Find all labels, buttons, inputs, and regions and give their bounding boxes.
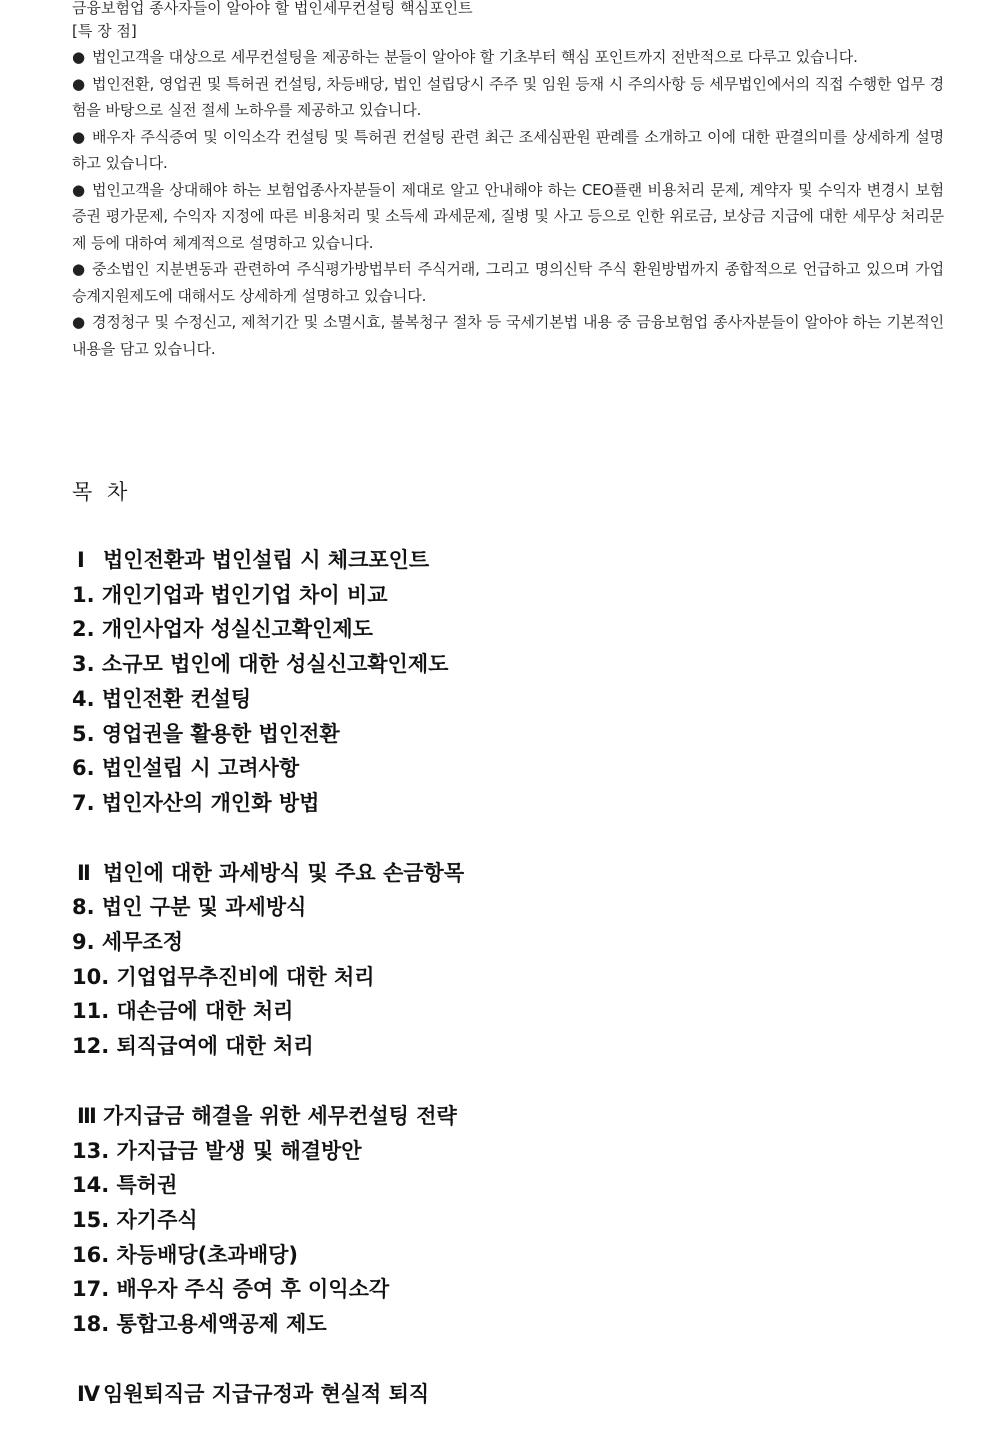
toc-item-number: 12. [72, 1034, 110, 1059]
toc-item-title: 대손금에 대한 처리 [116, 999, 294, 1024]
toc-item-number: 11. [72, 999, 110, 1024]
section-title-text: 법인전환과 법인설립 시 체크포인트 [103, 548, 430, 572]
toc-item-title: 법인전환 컨설팅 [101, 686, 252, 711]
toc-section-title [72, 1099, 932, 1134]
section-title-text: 법인에 대한 과세방식 및 주요 손금항목 [103, 860, 465, 885]
toc-section [72, 1377, 932, 1412]
toc-item-number: 18. [72, 1312, 110, 1337]
toc-item-number: 2. [72, 617, 95, 642]
toc-item-title: 법인 구분 및 과세방식 [101, 895, 307, 920]
toc-item-number: 1. [72, 582, 95, 607]
section-title-text: 임원퇴직금 지급규정과 현실적 퇴직 [103, 1381, 430, 1406]
toc-item-title: 법인설립 시 고려사항 [101, 756, 300, 781]
toc-section [72, 543, 932, 821]
bullet-icon: ● [72, 74, 85, 93]
toc-section-title [72, 856, 932, 891]
bullet-icon: ● [72, 127, 85, 146]
feature-list [72, 44, 944, 362]
toc-item [72, 994, 932, 1029]
feature-item [72, 124, 944, 177]
toc-item [72, 890, 932, 925]
feature-text: 경정청구 및 수정신고, 제척기간 및 소멸시효, 불복청구 절차 등 국세기본법 내용 중 금융보험업 종사자분들이 알아야 하는 기본적인 내용을 담고 있습니다. [72, 313, 944, 358]
toc-heading: 목 차 [72, 480, 132, 504]
toc-item [72, 1168, 932, 1203]
toc-item [72, 578, 932, 613]
toc-item [72, 960, 932, 995]
toc-item-title: 개인사업자 성실신고확인제도 [101, 617, 373, 642]
feature-item [72, 256, 944, 309]
features-label: [특 장 점] [72, 22, 137, 40]
toc-item [72, 612, 932, 647]
toc-section [72, 856, 932, 1064]
toc-item-number: 10. [72, 964, 110, 989]
toc-item [72, 647, 932, 682]
toc-item-number: 7. [72, 790, 95, 815]
intro-title: 금융보험업 종사자들이 알아야 할 법인세무컨설팅 핵심포인트 [72, 0, 473, 17]
toc-section-title [72, 1377, 932, 1412]
feature-item [72, 44, 944, 71]
section-numeral: Ⅰ [77, 548, 85, 572]
section-numeral: Ⅱ [77, 860, 91, 885]
document-page [72, 0, 944, 362]
toc-item-number: 9. [72, 930, 95, 955]
bullet-icon: ● [72, 260, 85, 278]
toc-item-number: 15. [72, 1207, 110, 1232]
toc-item-title: 법인자산의 개인화 방법 [101, 790, 320, 815]
toc-item [72, 682, 932, 717]
toc-item [72, 925, 932, 960]
bullet-icon: ● [72, 180, 85, 199]
toc-item-number: 8. [72, 895, 95, 920]
toc-item-title: 차등배당(초과배당) [116, 1242, 298, 1267]
feature-item [72, 177, 944, 257]
section-numeral: Ⅳ [77, 1381, 101, 1406]
toc-item-number: 16. [72, 1242, 110, 1267]
toc-item [72, 786, 932, 821]
toc-item-number: 17. [72, 1277, 110, 1302]
toc-item-title: 통합고용세액공제 제도 [116, 1312, 327, 1337]
section-title-text: 가지급금 해결을 위한 세무컨설팅 전략 [103, 1103, 457, 1128]
feature-text: 법인고객을 대상으로 세무컨설팅을 제공하는 분들이 알아야 할 기초부터 핵심 포인트까지 전반적으로 다루고 있습니다. [92, 48, 858, 66]
toc-item [72, 751, 932, 786]
feature-text: 중소법인 지분변동과 관련하여 주식평가방법부터 주식거래, 그리고 명의신탁 주식 환원방법까지 종합적으로 언급하고 있으며 가업승계지원제도에 대해서도 상세하게 설명하고 있습니다. [72, 260, 944, 305]
toc-item-title: 세무조정 [101, 930, 184, 955]
toc-item [72, 1029, 932, 1064]
bullet-icon: ● [72, 313, 85, 331]
bullet-icon: ● [72, 48, 85, 66]
toc-item [72, 1203, 932, 1238]
toc-item-title: 소규모 법인에 대한 성실신고확인제도 [101, 652, 449, 677]
toc-item-title: 기업업무추진비에 대한 처리 [116, 964, 375, 989]
table-of-contents [72, 543, 932, 1446]
toc-item-number: 13. [72, 1138, 110, 1163]
toc-item-number: 3. [72, 652, 95, 677]
feature-text: 법인전환, 영업권 및 특허권 컨설팅, 차등배당, 법인 설립당시 주주 및 임원 등재 시 주의사항 등 세무법인에서의 직접 수행한 업무 경험을 바탕으로 실전 절세 노하우를 제공하고 있습니다. [72, 74, 944, 119]
toc-item [72, 1238, 932, 1273]
toc-item-number: 6. [72, 756, 95, 781]
toc-item-title: 영업권을 활용한 법인전환 [101, 721, 340, 746]
toc-item [72, 1272, 932, 1307]
toc-item-number: 14. [72, 1173, 110, 1198]
toc-item-title: 특허권 [116, 1173, 178, 1198]
feature-item [72, 71, 944, 124]
section-numeral: Ⅲ [77, 1103, 97, 1128]
toc-section-title [72, 543, 932, 578]
toc-item-title: 퇴직급여에 대한 처리 [116, 1034, 314, 1059]
toc-item [72, 717, 932, 752]
toc-item-title: 자기주식 [116, 1207, 198, 1232]
feature-text: 법인고객을 상대해야 하는 보험업종사자분들이 제대로 알고 안내해야 하는 CEO플랜 비용처리 문제, 계약자 및 수익자 변경시 보험증권 평가문제, 수익자 지정에 따른 비용처리 및 소득세 과세문제, 질병 및 사고 등으로 인한 위로금, 보상금 지급에 대한 세무상 처리문제 등에 대하여 체계적으로 설명하고 있습니다. [72, 180, 944, 252]
toc-item-number: 5. [72, 721, 95, 746]
toc-item [72, 1134, 932, 1169]
feature-text: 배우자 주식증여 및 이익소각 컨설팅 및 특허권 컨설팅 관련 최근 조세심판원 판례를 소개하고 이에 대한 판결의미를 상세하게 설명하고 있습니다. [72, 127, 944, 172]
toc-item-number: 4. [72, 686, 95, 711]
toc-section [72, 1099, 932, 1342]
toc-item [72, 1307, 932, 1342]
feature-item [72, 309, 944, 362]
toc-item-title: 가지급금 발생 및 해결방안 [116, 1138, 362, 1163]
toc-item-title: 개인기업과 법인기업 차이 비교 [101, 582, 388, 607]
toc-item-title: 배우자 주식 증여 후 이익소각 [116, 1277, 390, 1302]
